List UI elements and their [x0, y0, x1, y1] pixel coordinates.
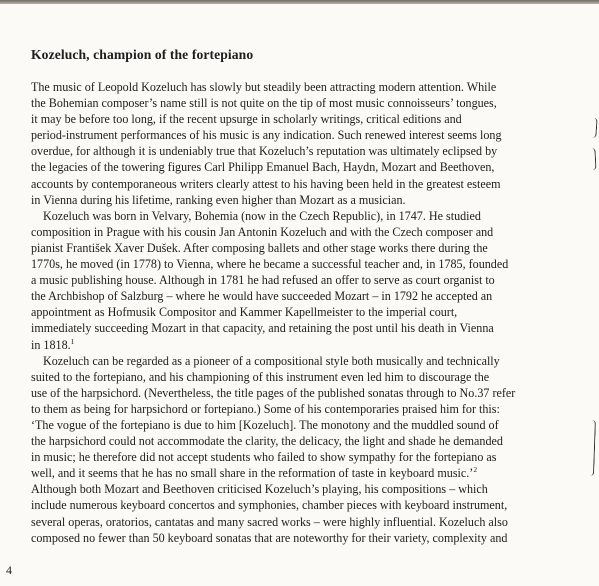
paragraph-1	[31, 79, 575, 208]
paragraph-4-text: Although both Mozart and Beethoven criticised Kozeluch’s playing, his compositions – which include numerous keyboard concertos and symphonies, chamber pieces with keyboard instrument, several operas, oratorios, cantatas and many sacred works – were highly influential. Kozeluch also composed no fewer than 50 keyboard sonatas that are noteworthy for their variety, complexity and	[31, 482, 508, 545]
margin-bracket-mark	[589, 420, 596, 476]
margin-bracket-mark	[590, 148, 596, 170]
margin-bracket-mark	[591, 118, 597, 138]
footnote-ref-2: 2	[473, 465, 478, 475]
article-body	[31, 79, 575, 546]
page-number: 4	[6, 563, 12, 577]
paragraph-3-text: Kozeluch can be regarded as a pioneer of a compositional style both musically and technically suited to the fortepiano, and his championing of this instrument even led him to discourage the use of the harpsichord. (Nevertheless, the title pages of the published sonatas through to No.37 refer to them as being for harpsichord or fortepiano.) Some of his contemporaries praised him for this: ‘The vogue of the fortepiano is due to him [Kozeluch]. The monotony and the muddled sound of the harpsichord could not accommodate the clarity, the delicacy, the light and shade he demanded in music; he therefore did not accept students who failed to show sympathy for the fortepiano as well, and it seems that he has no small share in the reformation of taste in keyboard music.’	[31, 353, 516, 481]
footnote-ref-1: 1	[70, 336, 75, 346]
paragraph-4	[31, 481, 575, 545]
paragraph-2-text: Kozeluch was born in Velvary, Bohemia (now in the Czech Republic), in 1747. He studied composition in Prague with his cousin Jan Antonin Kozeluch and with the Czech composer and pianist František Xaver Dušek. After composing ballets and other stage works there during the 1770s, he moved (in 1778) to Vienna, where he became a successful teacher and, in 1785, founded a music publishing house. Although in 1781 he had refused an offer to serve as court organist to the Archbishop of Salzburg – where he would have succeeded Mozart – in 1792 he accepted an appointment as Hofmusik Compositor and Kammer Kapellmeister to the imperial court, immediately succeeding Mozart in that capacity, and retaining the post until his death in Vienna in 1818.	[31, 208, 509, 352]
paragraph-2	[31, 208, 575, 353]
paragraph-3	[31, 353, 575, 482]
paragraph-1-text: The music of Leopold Kozeluch has slowly but steadily been attracting modern attention. While the Bohemian composer’s name still is not quite on the tip of most music connoisseurs’ tongues, it may be before too long, if the recent upsurge in scholarly writings, critical editions and period-instrument performances of his music is any indication. Such renewed interest seems long overdue, for although it is undeniably true that Kozeluch’s reputation was ultimately eclipsed by the legacies of the towering figures Carl Philipp Emanuel Bach, Haydn, Mozart and Beethoven, accounts by contemporaneous writers clearly attest to his having been held in the greatest esteem in Vienna during his lifetime, ranking even higher than Mozart as a musician.	[31, 80, 502, 207]
page-heading: Kozeluch, champion of the fortepiano	[31, 47, 254, 62]
top-rule	[0, 0, 599, 4]
